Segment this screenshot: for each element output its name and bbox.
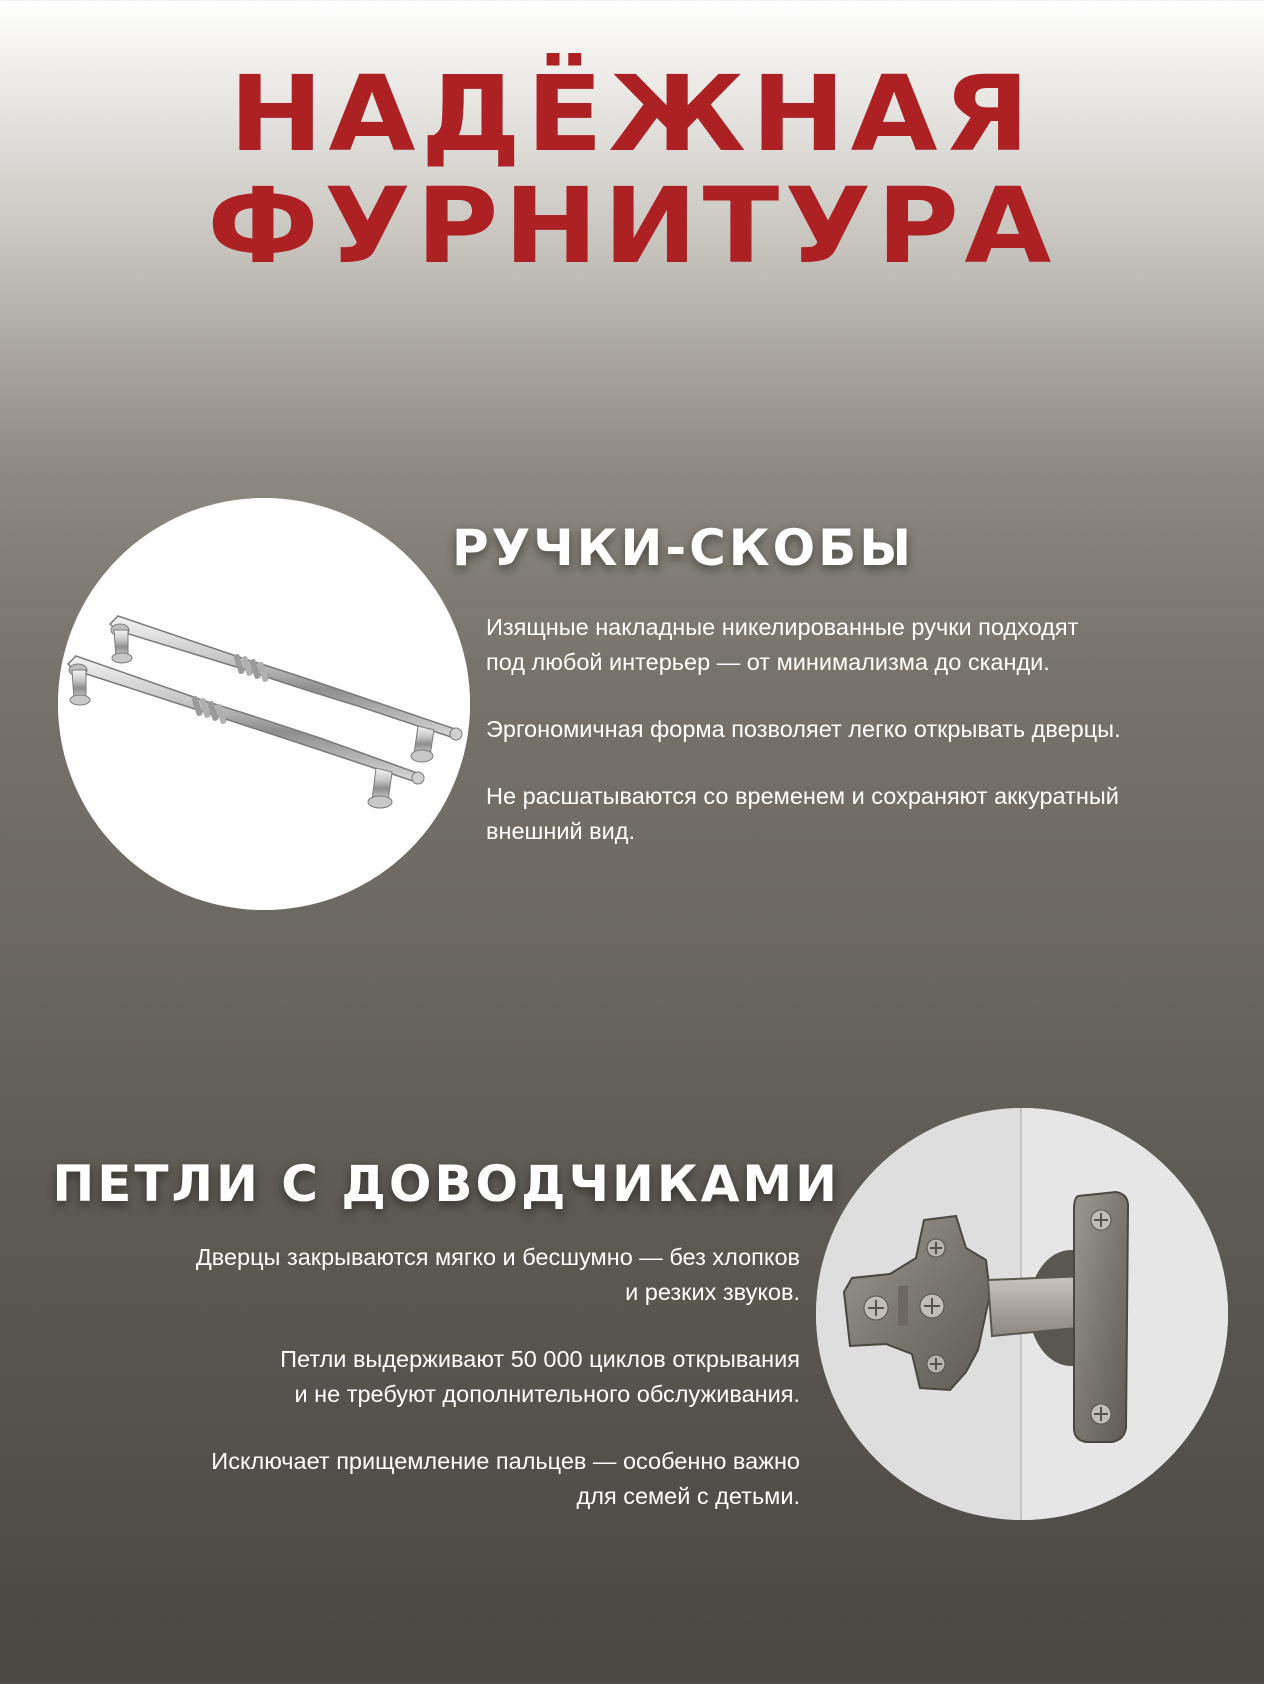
- page-title-line-1: НАДЁЖНАЯ: [229, 53, 1035, 175]
- handles-paragraph-2: [486, 712, 1186, 747]
- hinges-p3-line-2: для семей с детьми.: [576, 1483, 800, 1509]
- handle-pulls-illustration: [58, 498, 470, 910]
- handles-photo: [58, 498, 470, 910]
- handles-p1-line-2: под любой интерьер — от минимализма до сканди.: [486, 649, 1050, 675]
- hinge-photo: [816, 1108, 1228, 1520]
- handles-section-title: РУЧКИ-СКОБЫ: [452, 519, 915, 577]
- hinges-paragraph-3: [100, 1444, 800, 1514]
- handles-description: [486, 610, 1186, 881]
- concealed-hinge-illustration: [816, 1108, 1228, 1520]
- hinges-p2-line-2: и не требуют дополнительного обслуживания.: [294, 1381, 800, 1407]
- handles-paragraph-1: [486, 610, 1186, 680]
- hinges-description: [100, 1240, 800, 1546]
- page-title-line-2: ФУРНИТУРА: [207, 165, 1057, 287]
- hinges-p1-line-2: и резких звуков.: [625, 1279, 800, 1305]
- handles-p2-line-1: Эргономичная форма позволяет легко открывать дверцы.: [486, 716, 1121, 742]
- handles-paragraph-3: [486, 779, 1186, 849]
- hinges-p1-line-1: Дверцы закрываются мягко и бесшумно — без хлопков: [195, 1244, 800, 1270]
- handles-p3-line-2: внешний вид.: [486, 818, 635, 844]
- handles-p3-line-1: Не расшатываются со временем и сохраняют аккуратный: [486, 783, 1119, 809]
- hinges-p3-line-1: Исключает прищемление пальцев — особенно важно: [211, 1448, 800, 1474]
- hinges-section-title: ПЕТЛИ С ДОВОДЧИКАМИ: [52, 1155, 840, 1213]
- hinges-paragraph-2: [100, 1342, 800, 1412]
- hinges-paragraph-1: [100, 1240, 800, 1310]
- handles-p1-line-1: Изящные накладные никелированные ручки подходят: [486, 614, 1079, 640]
- hinges-p2-line-1: Петли выдерживают 50 000 циклов открывания: [280, 1346, 800, 1372]
- page-title: [0, 53, 1264, 287]
